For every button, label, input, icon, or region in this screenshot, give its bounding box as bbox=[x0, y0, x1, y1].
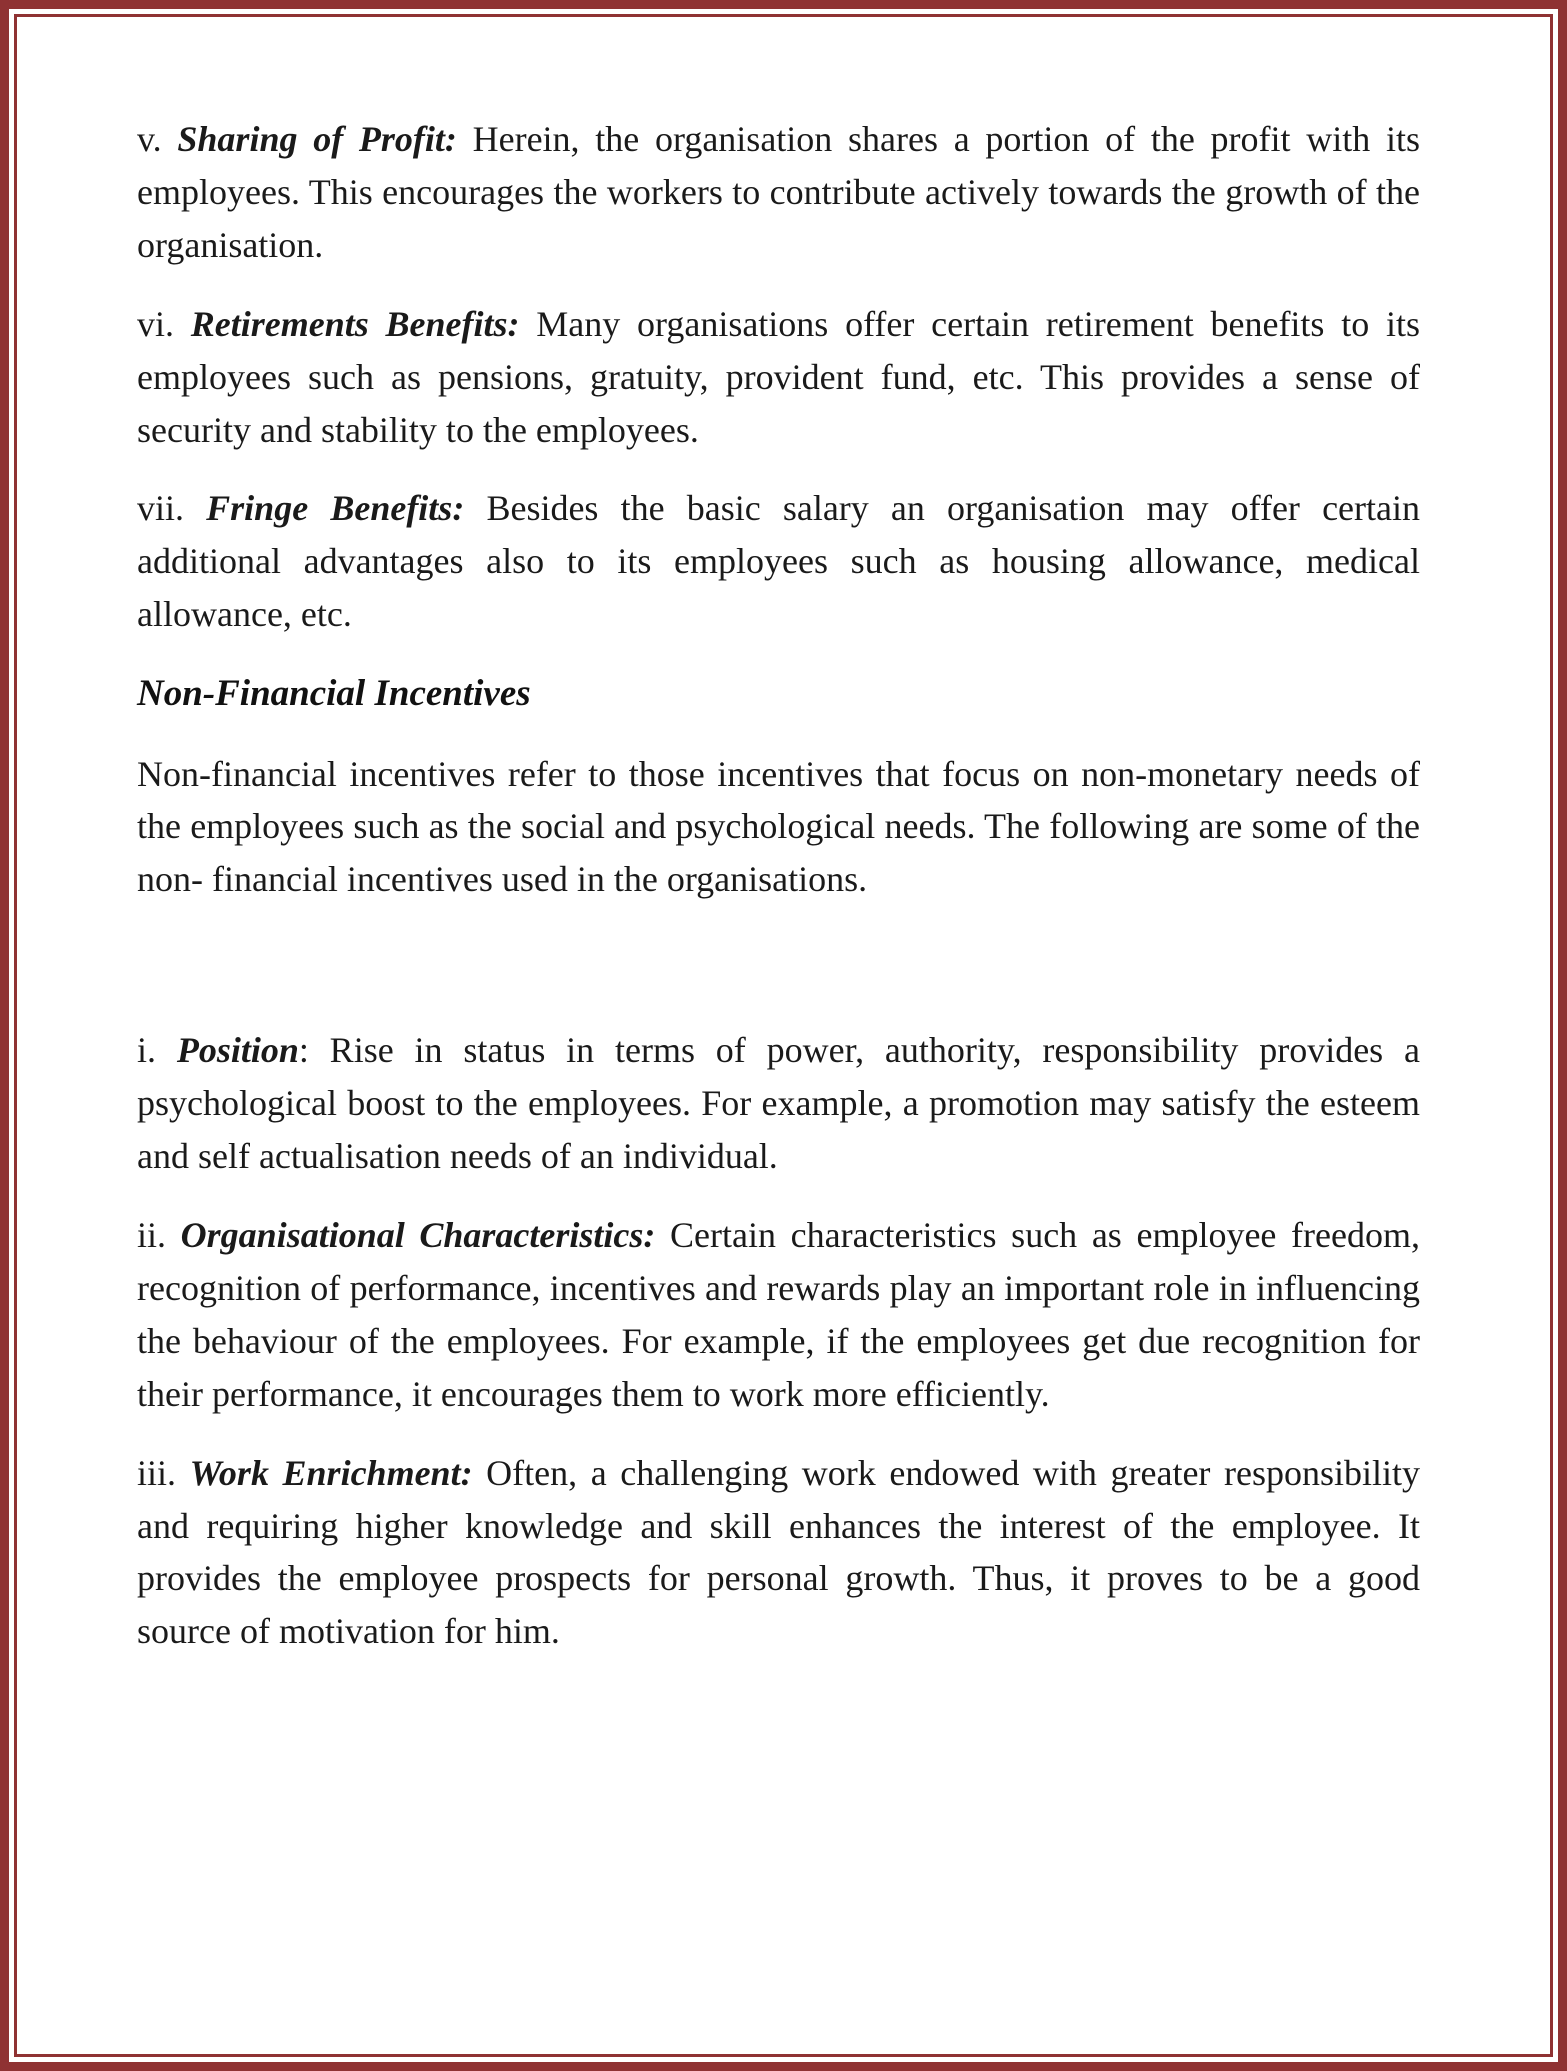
paragraph-work-enrichment bbox=[137, 1447, 1420, 1659]
paragraph-position bbox=[137, 1024, 1420, 1183]
page-inner-border bbox=[14, 14, 1553, 2057]
item-body: Many organisations offer certain retirement benefits to its employees such as pensions, gratuity, provident fund, etc. This provides a sense of security and stability to the employees. bbox=[137, 303, 1420, 450]
item-title: Retirements Benefits: bbox=[190, 303, 520, 344]
item-prefix: v. bbox=[137, 119, 178, 159]
item-title: Position bbox=[176, 1030, 299, 1071]
item-title: Sharing of Profit: bbox=[177, 119, 457, 159]
item-title: Work Enrichment: bbox=[189, 1452, 473, 1493]
intro-paragraph: Non-financial incentives refer to those incentives that focus on non-monetary needs of the employees such as the social and psychological needs. The following are some of the non- financial incentives used in the organisations. bbox=[137, 753, 1420, 900]
item-body: Herein, the organisation shares a portion of the profit with its employees. This encourages the workers to contribute actively towards the growth of the organisation. bbox=[137, 119, 1420, 265]
item-prefix: vi. bbox=[137, 303, 191, 344]
item-body: Besides the basic salary an organisation may offer certain additional advantages also to its employees such as housing allowance, medical allowance, etc. bbox=[137, 488, 1420, 635]
item-body: : Rise in status in terms of power, authority, responsibility provides a psychological boost to the employees. For example, a promotion may satisfy the esteem and self actualisation needs of an individual. bbox=[137, 1030, 1420, 1177]
item-title: Organisational Characteristics: bbox=[180, 1214, 656, 1255]
section-heading: Non-Financial Incentives bbox=[137, 673, 531, 715]
page-content bbox=[137, 113, 1420, 1994]
paragraph-fringe-benefits bbox=[137, 482, 1420, 641]
item-title: Fringe Benefits: bbox=[206, 488, 465, 529]
paragraph-retirements-benefits bbox=[137, 298, 1420, 457]
item-body: Often, a challenging work endowed with greater responsibility and requiring higher knowledge and skill enhances the interest of the employee. It provides the employee prospects for personal growth. Thus, it proves to be a good source of motivation for him. bbox=[137, 1452, 1420, 1652]
paragraph-organisational-characteristics bbox=[137, 1209, 1420, 1421]
paragraph-sharing-of-profit bbox=[137, 113, 1420, 272]
section-gap bbox=[137, 932, 1420, 1024]
item-prefix: ii. bbox=[137, 1214, 181, 1255]
item-prefix: iii. bbox=[137, 1452, 190, 1493]
item-prefix: vii. bbox=[137, 488, 207, 529]
item-body: Certain characteristics such as employee freedom, recognition of performance, incentives and rewards play an important role in influencing the behaviour of the employees. For example, if the employees get due recognition for their performance, it encourages them to work more efficiently. bbox=[137, 1214, 1420, 1414]
item-prefix: i. bbox=[137, 1030, 177, 1071]
